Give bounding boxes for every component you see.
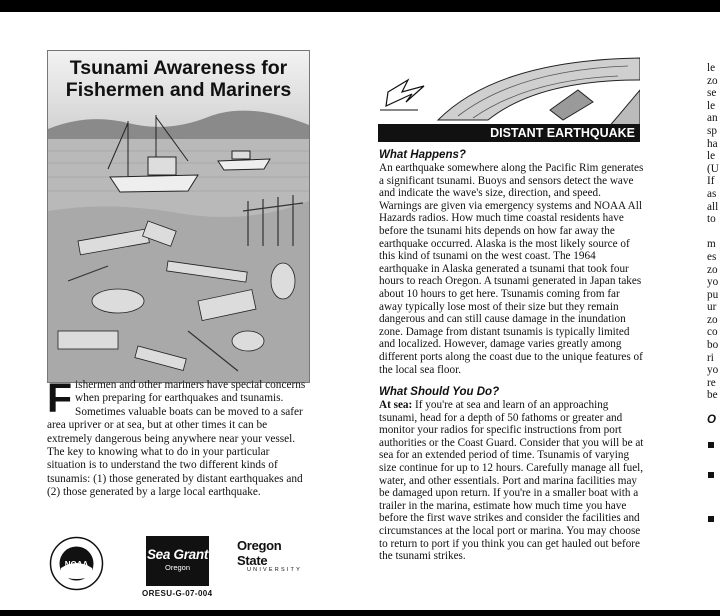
what-happens-text: An earthquake somewhere along the Pacific Rim generates a significant tsunami. Buoys and sensors detect the wave and indicate the wave's size, direction, and speed. Warnings are given via emergency systems and NOAA All Hazards radios. How much time coastal residents have before the tsunami hits depends on how far away the earthquake occurred. Alaska is the most likely source of this kind of tsunami on the west coast. The 1964 earthquake in Alaska generated a tsunami that took four hours to reach Oregon. A tsunami generated in Japan takes about 10 hours to get here. Tsunamis coming from far away typically lose most of their size but they remain dangerous and can still cause damage in the inundation zone. Damage from distant tsunamis is typically limited and localized. However, damage varies greatly among different ports along the coast due to the unique features of the local sea floor.	[379, 162, 644, 376]
publication-code: ORESU-G-07-004	[142, 589, 213, 598]
section-banner: DISTANT EARTHQUAKE	[378, 124, 640, 142]
bullet-icon	[708, 472, 714, 478]
right-line: be	[707, 389, 718, 402]
what-happens-heading: What Happens?	[379, 149, 466, 161]
right-line: to	[707, 213, 716, 226]
right-line: co	[707, 326, 718, 339]
lightning-burst-icon	[386, 80, 424, 106]
right-line: ha	[707, 137, 718, 150]
right-line: as	[707, 187, 717, 200]
right-line: m	[707, 238, 716, 251]
right-line: an	[707, 112, 718, 125]
at-sea-paragraph	[379, 399, 644, 563]
osu-subtitle: UNIVERSITY	[246, 567, 302, 573]
cover-illustration	[47, 50, 310, 383]
cover-title	[48, 57, 309, 101]
right-line: bo	[707, 339, 719, 352]
cover-title-line2: Fishermen and Mariners	[65, 79, 292, 101]
osu-name: Oregon State	[237, 538, 282, 568]
right-line: re	[707, 376, 716, 389]
sea-grant-logo	[146, 536, 209, 586]
right-line: zo	[707, 74, 718, 87]
bullet-icon	[708, 516, 714, 522]
earthquake-wave-illustration	[378, 50, 640, 128]
right-line: zo	[707, 313, 718, 326]
right-line: le	[707, 150, 716, 163]
right-line: (U	[707, 162, 719, 175]
osu-logo	[237, 538, 312, 573]
right-line: pu	[707, 288, 719, 301]
noaa-text: NOAA	[64, 560, 89, 569]
right-line: se	[707, 87, 717, 100]
intro-text: ishermen and other mariners have special concerns when preparing for earthquakes and tsunamis. Sometimes valuable boats can be moved to a safer area upriver or at sea, but at other times it can be extremely dangerous being anywhere near your vessel. The key to knowing what to do in your particular situation is to understand the two different kinds of tsunamis: (1) those generated by distant earthquakes and (2) those generated by a large local earthquake.	[47, 379, 306, 499]
right-line: If	[707, 175, 715, 188]
right-line: yo	[707, 276, 719, 289]
right-line: ri	[707, 351, 714, 364]
right-line: le	[707, 99, 716, 112]
right-line: all	[707, 200, 719, 213]
right-line: sp	[707, 124, 717, 137]
right-line: ur	[707, 301, 717, 314]
brochure-page	[0, 12, 720, 610]
right-line: yo	[707, 364, 719, 377]
what-do-heading: What Should You Do?	[379, 386, 500, 399]
cover-title-line1: Tsunami Awareness for	[69, 57, 288, 79]
sea-grant-state: Oregon	[164, 563, 191, 572]
sea-grant-name: Sea Grant	[146, 547, 209, 562]
bullet-icon	[708, 442, 714, 448]
intro-paragraph	[47, 375, 309, 500]
at-sea-lead: At sea:	[379, 399, 413, 412]
logos-row	[47, 524, 309, 609]
distant-earthquake-column	[379, 149, 644, 573]
right-line: zo	[707, 263, 718, 276]
at-sea-text: If you're at sea and learn of an approaching tsunami, head for a depth of 50 fathoms or greater and monitor your radios for specific instructions from port authorities or the Coast Guard. Consider that you will be at sea for an extended period of time. Tsunamis of varying size continue for up to 12 hours. Carefully manage all fuel, water, and other essentials. Port and marina facilities may be damaged upon return. If you're in a smaller boat with a trailer in the marina, estimate how much time you have before the first wave strikes and consider the facilities and circumstances at the local port or marina. You may choose to return to port if you think you can get hauled out before the tsunami strikes.	[379, 399, 644, 563]
right-column-fragment	[707, 12, 720, 427]
right-line: le	[707, 62, 716, 74]
right-line: es	[707, 250, 717, 263]
noaa-logo	[49, 536, 104, 591]
right-heading-fragment: O	[707, 414, 716, 427]
drop-cap: F	[47, 375, 73, 421]
